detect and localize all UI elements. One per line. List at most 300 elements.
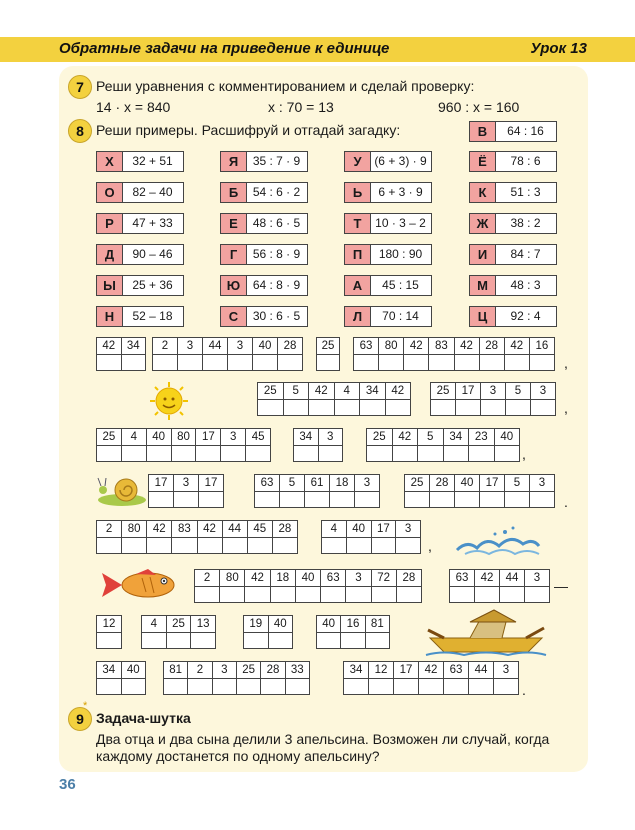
lesson-label: Урок 13 <box>530 40 587 57</box>
answer-letter-box[interactable] <box>505 492 530 507</box>
answer-letter-box[interactable] <box>379 355 404 370</box>
answer-letter-box[interactable] <box>271 587 296 602</box>
task-9-line-2: каждому достанется по одному апельсину? <box>96 748 380 764</box>
cipher-cell <box>96 275 184 296</box>
answer-number: 42 <box>97 338 122 354</box>
answer-letter-box[interactable] <box>455 492 480 507</box>
answer-letter-box[interactable] <box>347 538 372 553</box>
cipher-cell <box>96 244 184 265</box>
answer-letter-box[interactable] <box>450 587 475 602</box>
answer-letter-box[interactable] <box>469 679 494 694</box>
answer-strip <box>96 520 298 554</box>
difficulty-star: * <box>83 700 88 712</box>
chapter-title: Обратные задачи на приведение к единице <box>59 40 390 57</box>
answer-letter-box[interactable] <box>172 446 197 461</box>
answer-number: 3 <box>221 429 246 445</box>
task-8-text: Реши примеры. Расшифруй и отгадай загадку: <box>96 122 401 138</box>
answer-letter-box[interactable] <box>394 679 419 694</box>
snail-icon <box>98 478 146 506</box>
answer-number: 25 <box>431 383 456 399</box>
answer-number: 42 <box>391 385 405 397</box>
answer-strip <box>148 474 224 508</box>
answer-number: 28 <box>278 523 292 535</box>
answer-strip <box>404 474 555 508</box>
answer-number: 40 <box>500 431 514 443</box>
answer-number: 80 <box>172 429 197 445</box>
answer-number: 3 <box>327 431 334 443</box>
answer-letter-box[interactable] <box>97 679 122 694</box>
answer-letter-box[interactable] <box>97 538 122 553</box>
cipher-letter: Е <box>221 214 247 233</box>
answer-letter-box[interactable] <box>317 355 339 370</box>
answer-letter-box[interactable] <box>142 633 167 648</box>
answer-number: 3 <box>346 570 371 586</box>
answer-letter-box[interactable] <box>278 355 302 370</box>
cipher-expression: 84 : 7 <box>510 247 541 261</box>
answer-letter-box[interactable] <box>369 679 394 694</box>
answer-letter-box[interactable] <box>330 492 355 507</box>
answer-letter-box[interactable] <box>531 400 555 415</box>
answer-number: 83 <box>429 338 454 354</box>
cipher-letter: К <box>470 183 496 202</box>
answer-number: 40 <box>273 618 287 630</box>
cipher-letter: Ц <box>470 307 496 326</box>
answer-letter-box[interactable] <box>280 492 305 507</box>
answer-number: 3 <box>174 475 199 491</box>
answer-number: 34 <box>126 340 140 352</box>
cipher-cell <box>469 306 557 327</box>
cipher-expression: 25 + 36 <box>132 278 173 292</box>
answer-number: 80 <box>122 521 147 537</box>
answer-number: 2 <box>195 570 220 586</box>
answer-letter-box[interactable] <box>346 587 371 602</box>
cipher-expression: 38 : 2 <box>510 216 541 230</box>
answer-number: 3 <box>539 385 547 397</box>
answer-letter-box[interactable] <box>153 355 178 370</box>
snail-picture <box>94 474 148 508</box>
cipher-cell <box>344 306 432 327</box>
answer-letter-box[interactable] <box>261 679 285 694</box>
cipher-expression: 64 : 8 · 9 <box>252 278 301 292</box>
answer-letter-box[interactable] <box>341 633 365 648</box>
answer-strip <box>343 661 519 695</box>
answer-letter-box[interactable] <box>122 679 146 694</box>
answer-number: 17 <box>456 383 481 399</box>
cipher-cell <box>344 213 432 234</box>
answer-letter-box[interactable] <box>178 355 203 370</box>
cipher-letter: И <box>470 245 496 264</box>
cipher-letter: Н <box>97 307 123 326</box>
answer-number: 45 <box>251 431 265 443</box>
answer-number: 25 <box>405 475 430 491</box>
answer-letter-box[interactable] <box>317 633 341 648</box>
answer-strip <box>316 337 340 371</box>
cipher-letter: Т <box>345 214 371 233</box>
answer-number: 34 <box>97 662 122 678</box>
answer-letter-box[interactable] <box>505 355 530 370</box>
answer-number: 3 <box>481 383 506 399</box>
cipher-cell <box>469 151 557 172</box>
answer-number: 28 <box>261 662 285 678</box>
answer-letter-box[interactable] <box>322 538 347 553</box>
cipher-expression: 82 – 40 <box>132 185 173 199</box>
answer-letter-box[interactable] <box>469 446 495 461</box>
answer-number: 33 <box>290 664 304 676</box>
answer-number: 19 <box>244 616 269 632</box>
answer-letter-box[interactable] <box>418 446 444 461</box>
answer-letter-box[interactable] <box>456 400 481 415</box>
cipher-expression: 30 : 6 · 5 <box>252 309 301 323</box>
cipher-letter: Я <box>221 152 247 171</box>
answer-letter-box[interactable] <box>455 355 480 370</box>
answer-letter-box[interactable] <box>430 492 455 507</box>
answer-letter-box[interactable] <box>199 492 223 507</box>
cipher-expression: 70 : 14 <box>382 309 419 323</box>
answer-letter-box[interactable] <box>444 446 470 461</box>
answer-number: 3 <box>178 338 203 354</box>
cipher-expression: (6 + 3) · 9 <box>374 154 427 168</box>
cipher-cell <box>220 213 308 234</box>
answer-number: 17 <box>149 475 174 491</box>
answer-letter-box[interactable] <box>367 446 393 461</box>
answer-letter-box[interactable] <box>530 355 554 370</box>
cipher-cell <box>96 182 184 203</box>
answer-letter-box[interactable] <box>203 355 228 370</box>
answer-number: 42 <box>505 338 530 354</box>
answer-letter-box[interactable] <box>198 538 223 553</box>
answer-letter-box[interactable] <box>147 538 172 553</box>
cipher-cell <box>469 121 557 142</box>
answer-strip <box>243 615 293 649</box>
punctuation: . <box>564 494 568 510</box>
boat-picture <box>424 608 548 658</box>
cipher-expression: 48 : 3 <box>510 278 541 292</box>
answer-number: 2 <box>188 662 212 678</box>
answer-number: 5 <box>280 475 305 491</box>
waves-icon <box>457 527 539 555</box>
answer-number: 63 <box>354 338 379 354</box>
answer-letter-box[interactable] <box>305 492 330 507</box>
answer-letter-box[interactable] <box>97 633 121 648</box>
cipher-expression: 47 + 33 <box>132 216 173 230</box>
page-number: 36 <box>59 776 76 793</box>
answer-letter-box[interactable] <box>122 446 147 461</box>
cipher-expression: 54 : 6 · 2 <box>252 185 301 199</box>
answer-number: 17 <box>196 429 221 445</box>
answer-letter-box[interactable] <box>480 492 505 507</box>
answer-letter-box[interactable] <box>372 587 397 602</box>
answer-number: 34 <box>444 429 470 445</box>
answer-letter-box[interactable] <box>97 446 122 461</box>
answer-strip <box>449 569 550 603</box>
answer-number: 34 <box>294 429 319 445</box>
answer-letter-box[interactable] <box>255 492 280 507</box>
cipher-letter: Ы <box>97 276 123 295</box>
answer-number: 17 <box>480 475 505 491</box>
task-8-badge: 8 <box>68 119 92 143</box>
answer-number: 42 <box>404 338 429 354</box>
answer-letter-box[interactable] <box>360 400 386 415</box>
answer-number: 34 <box>344 662 369 678</box>
cipher-cell <box>220 151 308 172</box>
answer-letter-box[interactable] <box>296 587 321 602</box>
cipher-expression: 64 : 16 <box>507 124 544 138</box>
answer-letter-box[interactable] <box>444 679 469 694</box>
answer-letter-box[interactable] <box>147 446 172 461</box>
answer-letter-box[interactable] <box>495 446 520 461</box>
answer-number: 5 <box>506 383 531 399</box>
answer-letter-box[interactable] <box>500 587 525 602</box>
cipher-cell <box>96 213 184 234</box>
cipher-letter: Ь <box>345 183 371 202</box>
cipher-letter: У <box>345 152 371 171</box>
answer-number: 28 <box>480 338 505 354</box>
answer-letter-box[interactable] <box>530 492 554 507</box>
answer-strip <box>96 337 146 371</box>
answer-letter-box[interactable] <box>237 679 261 694</box>
answer-letter-box[interactable] <box>429 355 454 370</box>
answer-number: 80 <box>379 338 404 354</box>
answer-letter-box[interactable] <box>253 355 278 370</box>
answer-number: 42 <box>198 521 223 537</box>
answer-strip <box>96 428 271 462</box>
answer-number: 3 <box>404 523 412 535</box>
answer-strip <box>257 382 411 416</box>
answer-strip <box>163 661 310 695</box>
cipher-cell <box>344 151 432 172</box>
answer-number: 42 <box>475 570 500 586</box>
answer-letter-box[interactable] <box>174 492 199 507</box>
answer-letter-box[interactable] <box>431 400 456 415</box>
answer-number: 42 <box>309 383 335 399</box>
answer-letter-box[interactable] <box>294 446 319 461</box>
answer-number: 5 <box>284 383 310 399</box>
answer-letter-box[interactable] <box>319 446 343 461</box>
cipher-expression: 180 : 90 <box>378 247 423 261</box>
answer-letter-box[interactable] <box>386 400 411 415</box>
answer-letter-box[interactable] <box>97 355 122 370</box>
cipher-letter: М <box>470 276 496 295</box>
answer-number: 40 <box>455 475 480 491</box>
answer-number: 12 <box>369 662 394 678</box>
answer-letter-box[interactable] <box>309 400 335 415</box>
answer-letter-box[interactable] <box>167 633 192 648</box>
cipher-cell <box>469 244 557 265</box>
answer-letter-box[interactable] <box>397 587 421 602</box>
answer-strip <box>152 337 303 371</box>
answer-letter-box[interactable] <box>525 587 549 602</box>
cipher-expression: 56 : 8 · 9 <box>252 247 301 261</box>
answer-number: 44 <box>469 662 494 678</box>
answer-number: 25 <box>237 662 261 678</box>
task-9-title: Задача-шутка <box>96 710 191 726</box>
answer-letter-box[interactable] <box>195 587 220 602</box>
answer-letter-box[interactable] <box>149 492 174 507</box>
task-9-badge: 9 <box>68 707 92 731</box>
answer-letter-box[interactable] <box>122 538 147 553</box>
cipher-letter: О <box>97 183 123 202</box>
answer-number: 2 <box>97 521 122 537</box>
answer-number: 5 <box>505 475 530 491</box>
answer-letter-box[interactable] <box>405 492 430 507</box>
cipher-letter: Д <box>97 245 123 264</box>
answer-number: 34 <box>360 383 386 399</box>
answer-letter-box[interactable] <box>248 538 273 553</box>
boat-icon <box>426 610 546 655</box>
answer-number: 4 <box>322 521 347 537</box>
answer-letter-box[interactable] <box>355 492 379 507</box>
answer-strip <box>430 382 556 416</box>
answer-number: 44 <box>500 570 525 586</box>
answer-letter-box[interactable] <box>284 400 310 415</box>
cipher-cell <box>220 182 308 203</box>
cipher-letter: Б <box>221 183 247 202</box>
answer-number: 17 <box>372 521 397 537</box>
punctuation: — <box>554 578 568 594</box>
page-header <box>0 37 635 62</box>
task-7-text: Реши уравнения с комментированием и сделай проверку: <box>96 78 475 94</box>
answer-number: 63 <box>444 662 469 678</box>
answer-letter-box[interactable] <box>335 400 361 415</box>
cipher-cell <box>96 151 184 172</box>
answer-strip <box>293 428 343 462</box>
answer-number: 63 <box>255 475 280 491</box>
answer-letter-box[interactable] <box>273 538 297 553</box>
equation-2: x : 70 = 13 <box>268 99 334 115</box>
answer-letter-box[interactable] <box>494 679 518 694</box>
cipher-expression: 52 – 18 <box>132 309 173 323</box>
punctuation: , <box>564 400 568 416</box>
sun-picture <box>148 380 190 420</box>
answer-number: 63 <box>321 570 346 586</box>
answer-letter-box[interactable] <box>366 633 389 648</box>
answer-number: 44 <box>223 521 248 537</box>
answer-letter-box[interactable] <box>228 355 253 370</box>
answer-number: 40 <box>347 521 372 537</box>
answer-letter-box[interactable] <box>393 446 419 461</box>
answer-letter-box[interactable] <box>481 400 506 415</box>
answer-number: 25 <box>258 383 284 399</box>
cipher-cell <box>96 306 184 327</box>
fish-picture <box>96 568 188 602</box>
cipher-letter: С <box>221 307 247 326</box>
answer-letter-box[interactable] <box>480 355 505 370</box>
answer-number: 40 <box>147 429 172 445</box>
answer-strip <box>194 569 422 603</box>
answer-letter-box[interactable] <box>396 538 420 553</box>
answer-letter-box[interactable] <box>172 538 197 553</box>
answer-letter-box[interactable] <box>372 538 397 553</box>
cipher-cell <box>220 244 308 265</box>
answer-letter-box[interactable] <box>246 446 270 461</box>
answer-letter-box[interactable] <box>286 679 309 694</box>
answer-letter-box[interactable] <box>344 679 369 694</box>
cipher-expression: 32 + 51 <box>132 154 173 168</box>
answer-strip <box>254 474 380 508</box>
answer-number: 4 <box>335 383 361 399</box>
answer-letter-box[interactable] <box>191 633 215 648</box>
answer-letter-box[interactable] <box>188 679 212 694</box>
cipher-cell <box>220 306 308 327</box>
punctuation: , <box>428 538 432 554</box>
answer-strip <box>321 520 421 554</box>
cipher-cell <box>344 182 432 203</box>
answer-letter-box[interactable] <box>213 679 237 694</box>
cipher-cell <box>344 275 432 296</box>
answer-letter-box[interactable] <box>269 633 293 648</box>
answer-number: 81 <box>370 618 384 630</box>
answer-number: 45 <box>248 521 273 537</box>
answer-number: 18 <box>271 570 296 586</box>
cipher-expression: 78 : 6 <box>510 154 541 168</box>
answer-number: 25 <box>367 429 393 445</box>
answer-number: 16 <box>535 340 549 352</box>
answer-number: 3 <box>363 477 371 489</box>
answer-number: 61 <box>305 475 330 491</box>
answer-number: 72 <box>372 570 397 586</box>
answer-letter-box[interactable] <box>258 400 284 415</box>
equation-1: 14 · x = 840 <box>96 99 171 115</box>
answer-number: 42 <box>147 521 172 537</box>
answer-number: 28 <box>283 340 297 352</box>
fish-icon <box>102 569 174 597</box>
cipher-cell <box>469 182 557 203</box>
cipher-cell <box>469 275 557 296</box>
answer-letter-box[interactable] <box>223 538 248 553</box>
answer-letter-box[interactable] <box>245 587 270 602</box>
answer-number: 2 <box>153 338 178 354</box>
answer-strip <box>96 661 146 695</box>
answer-letter-box[interactable] <box>244 633 269 648</box>
answer-number: 25 <box>97 429 122 445</box>
answer-letter-box[interactable] <box>164 679 188 694</box>
answer-letter-box[interactable] <box>220 587 245 602</box>
cipher-letter: П <box>345 245 371 264</box>
equation-3: 960 : x = 160 <box>438 99 520 115</box>
answer-number: 42 <box>419 662 444 678</box>
answer-letter-box[interactable] <box>321 587 346 602</box>
answer-letter-box[interactable] <box>221 446 246 461</box>
answer-number: 23 <box>469 429 495 445</box>
answer-letter-box[interactable] <box>475 587 500 602</box>
answer-letter-box[interactable] <box>122 355 146 370</box>
cipher-expression: 92 : 4 <box>510 309 541 323</box>
task-7-badge: 7 <box>68 75 92 99</box>
cipher-letter: В <box>470 122 496 141</box>
answer-number: 18 <box>330 475 355 491</box>
answer-number: 25 <box>321 340 335 352</box>
sun-icon <box>150 382 188 420</box>
answer-number: 3 <box>533 572 541 584</box>
answer-number: 28 <box>430 475 455 491</box>
answer-number: 42 <box>455 338 480 354</box>
answer-number: 40 <box>253 338 278 354</box>
answer-letter-box[interactable] <box>506 400 531 415</box>
cipher-letter: Х <box>97 152 123 171</box>
answer-number: 40 <box>296 570 321 586</box>
answer-number: 83 <box>172 521 197 537</box>
answer-letter-box[interactable] <box>196 446 221 461</box>
cipher-letter: Ж <box>470 214 496 233</box>
answer-letter-box[interactable] <box>404 355 429 370</box>
cipher-expression: 6 + 3 · 9 <box>378 185 423 199</box>
punctuation: . <box>522 682 526 698</box>
answer-letter-box[interactable] <box>354 355 379 370</box>
answer-number: 40 <box>126 664 140 676</box>
answer-number: 44 <box>203 338 228 354</box>
answer-strip <box>366 428 520 462</box>
answer-letter-box[interactable] <box>419 679 444 694</box>
